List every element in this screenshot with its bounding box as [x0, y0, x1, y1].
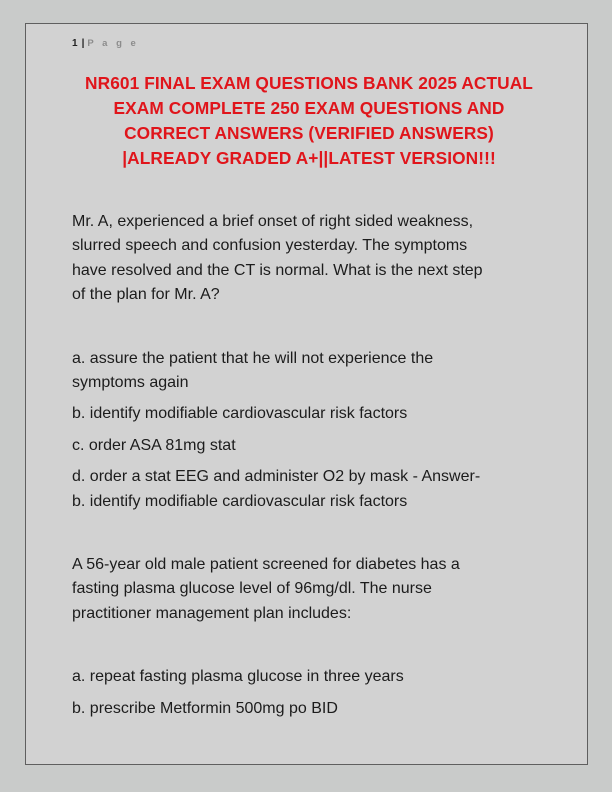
text-line: EXAM COMPLETE 250 EXAM QUESTIONS AND	[113, 98, 505, 118]
text-line: fasting plasma glucose level of 96mg/dl. The nurse	[72, 580, 432, 598]
text-line: b. identify modifiable cardiovascular risk factors	[72, 492, 408, 510]
text-line: CORRECT ANSWERS (VERIFIED ANSWERS)	[124, 123, 494, 143]
question-block-1	[72, 171, 546, 514]
text-line: symptoms again	[72, 374, 189, 392]
answer-option-b	[72, 402, 546, 426]
answer-option-d-with-answer	[72, 465, 546, 514]
question-stem	[72, 553, 546, 626]
answer-option-c	[72, 434, 546, 458]
text-line: NR601 FINAL EXAM QUESTIONS BANK 2025 ACTUAL	[85, 73, 533, 93]
page-number: 1	[72, 38, 78, 49]
answer-option-a	[72, 665, 546, 689]
page-header-separator: |	[81, 38, 85, 49]
answer-option-b	[72, 697, 546, 721]
text-line: d. order a stat EEG and administer O2 by mask - Answer-	[72, 468, 481, 486]
text-line: a. repeat fasting plasma glucose in three years	[72, 668, 404, 686]
text-line: of the plan for Mr. A?	[72, 286, 220, 304]
text-line: b. prescribe Metformin 500mg po BID	[72, 699, 338, 717]
question-stem	[72, 210, 546, 308]
text-line: a. assure the patient that he will not experience the	[72, 349, 434, 367]
document-title	[72, 71, 546, 171]
document-page	[25, 23, 588, 765]
text-line: Mr. A, experienced a brief onset of right sided weakness,	[72, 213, 474, 230]
page-header	[72, 38, 546, 50]
text-line: practitioner management plan includes:	[72, 604, 352, 622]
text-line: slurred speech and confusion yesterday. The symptoms	[72, 237, 468, 255]
answer-option-a	[72, 347, 546, 396]
text-line: |ALREADY GRADED A+||LATEST VERSION!!!	[122, 148, 496, 168]
page-header-label: P a g e	[87, 38, 139, 49]
question-block-2	[72, 514, 546, 721]
text-line: c. order ASA 81mg stat	[72, 436, 236, 454]
text-line: b. identify modifiable cardiovascular risk factors	[72, 405, 408, 423]
text-line: A 56-year old male patient screened for diabetes has a	[72, 556, 460, 574]
text-line: have resolved and the CT is normal. What is the next step	[72, 261, 483, 279]
